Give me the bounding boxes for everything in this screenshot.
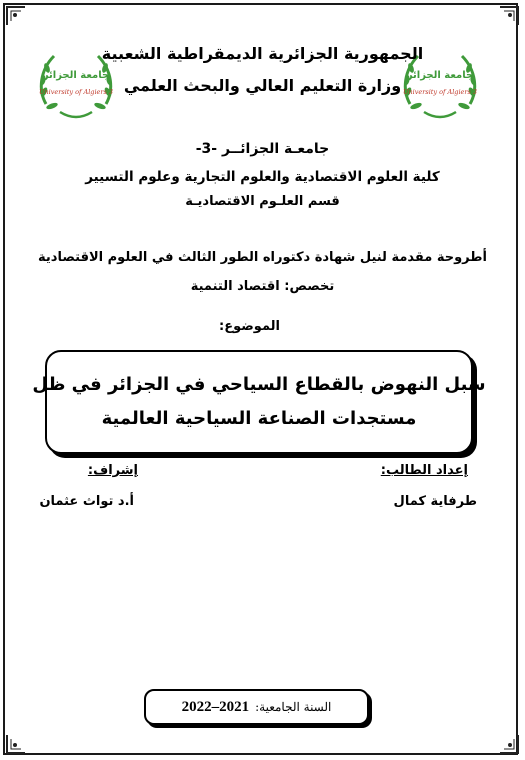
supervisor-name: أ.د تواث عثمان — [39, 494, 134, 509]
corner-ornament-icon — [498, 733, 520, 755]
logo-latin-text: University of Algiers 3 — [38, 88, 114, 96]
department-name: قسم العلـوم الاقتصاديـة — [185, 194, 340, 209]
thesis-title-line-1: سبل النهوض بالقطاع السياحي في الجزائر في ظل — [32, 374, 486, 395]
student-name: طرفاية كمال — [393, 494, 477, 509]
thesis-title-box — [32, 350, 486, 454]
ministry-heading: وزارة التعليم العالي والبحث العلمي — [123, 76, 402, 95]
academic-year-value: 2022–2021 — [181, 698, 250, 715]
subject-label: الموضوع: — [219, 319, 280, 334]
thesis-title-line-2: مستجدات الصناعة السياحية العالمية — [101, 408, 417, 429]
academic-year-label: السنة الجامعية: — [255, 700, 332, 714]
logo-latin-text: University of Algiers 3 — [402, 88, 478, 96]
corner-ornament-icon — [5, 5, 27, 27]
university-name: جامعـة الجزائــر -3- — [195, 141, 330, 157]
logo-arabic-text: جامعة الجزائر — [42, 70, 110, 81]
supervisor-label: إشراف: — [87, 463, 138, 478]
thesis-description: أطروحة مقدمة لنيل شهادة دكتوراه الطور الثالث في العلوم الاقتصادية — [38, 250, 487, 265]
academic-year-box — [144, 689, 369, 725]
logo-arabic-text: جامعة الجزائر — [406, 70, 474, 81]
corner-ornament-icon — [5, 733, 27, 755]
republic-heading: الجمهورية الجزائرية الديمقراطية الشعبية — [101, 44, 424, 63]
student-label: إعداد الطالب: — [380, 463, 468, 478]
faculty-name: كلية العلوم الاقتصادية والعلوم التجارية وعلوم التسيير — [85, 169, 440, 185]
corner-ornament-icon — [498, 5, 520, 27]
specialty-line: تخصص: اقتصاد التنمية — [190, 279, 335, 294]
